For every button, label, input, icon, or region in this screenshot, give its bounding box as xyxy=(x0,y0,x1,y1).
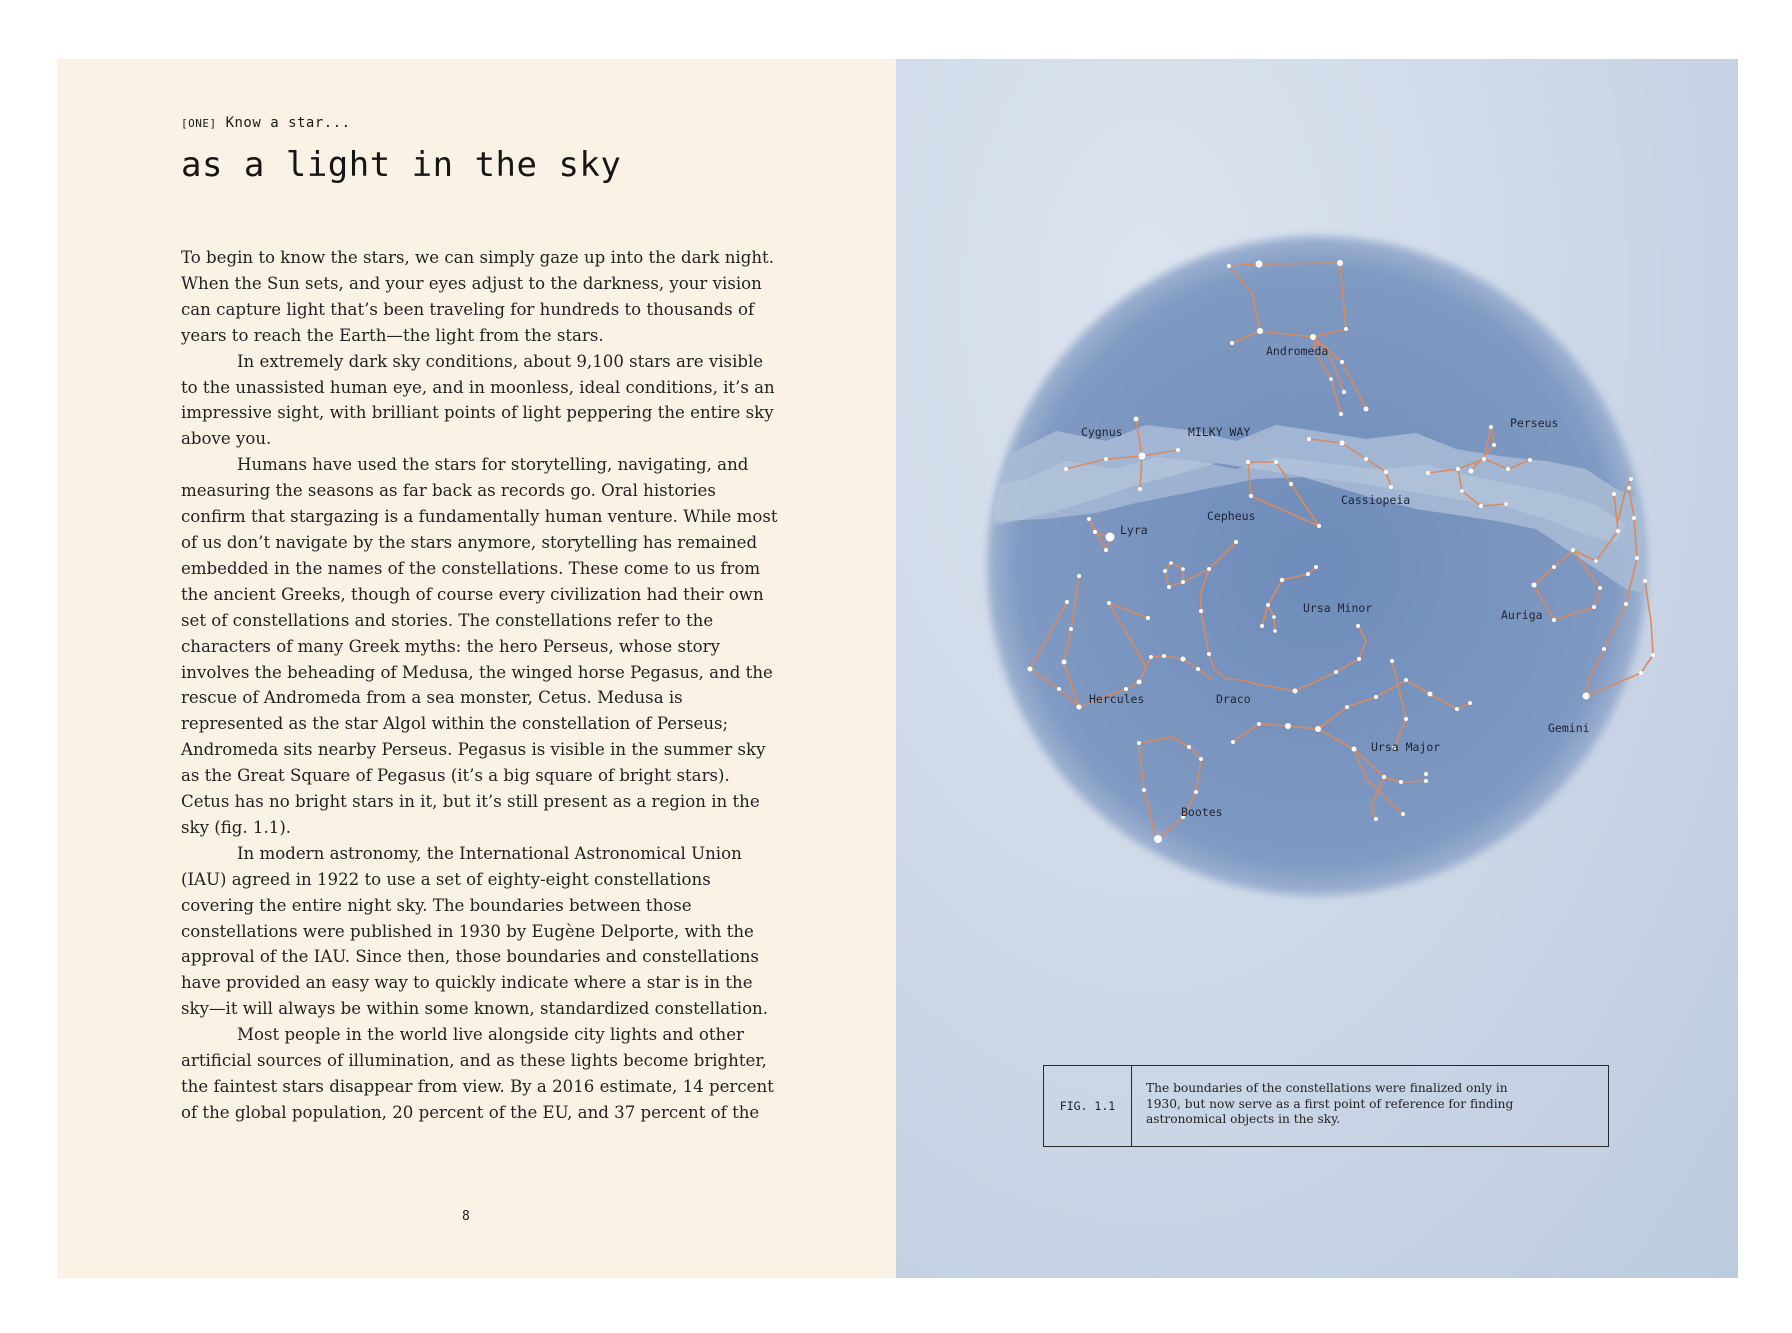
chapter-tag: [ONE] xyxy=(181,117,217,130)
left-page xyxy=(57,59,896,1278)
paragraph-5: Most people in the world live alongside city lights and other artificial sources of illumination, and as these lights become brighter, the faintest stars disappear from view. By a 2016 estimate, 14 percent of the global population, 20 percent of the EU, and 37 percent of the xyxy=(181,1025,774,1122)
paragraph-4: In modern astronomy, the International Astronomical Union (IAU) agreed in 1922 to use a set of eighty-eight constellations covering the entire night sky. The boundaries between those constellations were published in 1930 by Eugène Delporte, with the approval of the IAU. Since then, those boundaries and constellations have provided an easy way to quickly indicate where a star is in the sky—it will always be within some known, standardized constellation. xyxy=(181,843,769,1019)
label-cassiopeia: Cassiopeia xyxy=(1341,493,1411,507)
kicker-text: Know a star... xyxy=(225,115,351,131)
label-cepheus: Cepheus xyxy=(1207,509,1256,523)
chapter-kicker xyxy=(181,115,351,131)
label-lyra: Lyra xyxy=(1120,523,1148,537)
caption-label: FIG. 1.1 xyxy=(1044,1066,1132,1146)
caption-text: The boundaries of the constellations were finalized only in 1930, but now serve as a first point of reference for finding astronomical objects in the sky. xyxy=(1146,1081,1514,1126)
label-auriga: Auriga xyxy=(1501,608,1543,622)
label-andromeda: Andromeda xyxy=(1266,344,1329,358)
label-hercules: Hercules xyxy=(1089,692,1145,706)
body-text xyxy=(181,245,781,1126)
label-perseus: Perseus xyxy=(1510,416,1559,430)
right-page xyxy=(896,59,1738,1278)
label-bootes: Bootes xyxy=(1181,805,1223,819)
paragraph-1: To begin to know the stars, we can simply gaze up into the dark night. When the Sun sets, and your eyes adjust to the darkness, your vision can capture light that’s been traveling for hundreds to thousands of years to reach the Earth—the light from the stars. xyxy=(181,248,774,345)
page-number: 8 xyxy=(462,1209,470,1224)
paragraph-3: Humans have used the stars for storytelling, navigating, and measuring the seasons as far back as records go. Oral histories confirm that stargazing is a fundamentally human venture. While most of us don’t navigate by the stars anymore, storytelling has remained embedded in the names of the constellations. These come to us from the ancient Greeks, though of course every civilization had their own set of constellations and stories. The constellations refer to the characters of many Greek myths: the hero Perseus, whose story involves the beheading of Medusa, the winged horse Pegasus, and the rescue of Andromeda from a sea monster, Cetus. Medusa is represented as the star Algol within the constellation of Perseus; Andromeda sits nearby Perseus. Pegasus is visible in the summer sky as the Great Square of Pegasus (it’s a big square of bright stars). Cetus has no bright stars in it, but it’s still present as a region in the sky (fig. 1.1). xyxy=(181,455,778,837)
label-draco: Draco xyxy=(1216,692,1251,706)
book-spread xyxy=(57,59,1738,1278)
label-gemini: Gemini xyxy=(1548,721,1590,735)
figure-caption xyxy=(1043,1065,1609,1147)
label-ursa-minor: Ursa Minor xyxy=(1303,601,1373,615)
label-ursa-major: Ursa Major xyxy=(1371,740,1441,754)
label-milky-way: MILKY WAY xyxy=(1188,425,1251,439)
page-title: as a light in the sky xyxy=(181,145,622,185)
paragraph-2: In extremely dark sky conditions, about 9,100 stars are visible to the unassisted human eye, and in moonless, ideal conditions, it’s an impressive sight, with brilliant points of light peppering the entire sky above you. xyxy=(181,351,775,449)
label-cygnus: Cygnus xyxy=(1081,425,1123,439)
